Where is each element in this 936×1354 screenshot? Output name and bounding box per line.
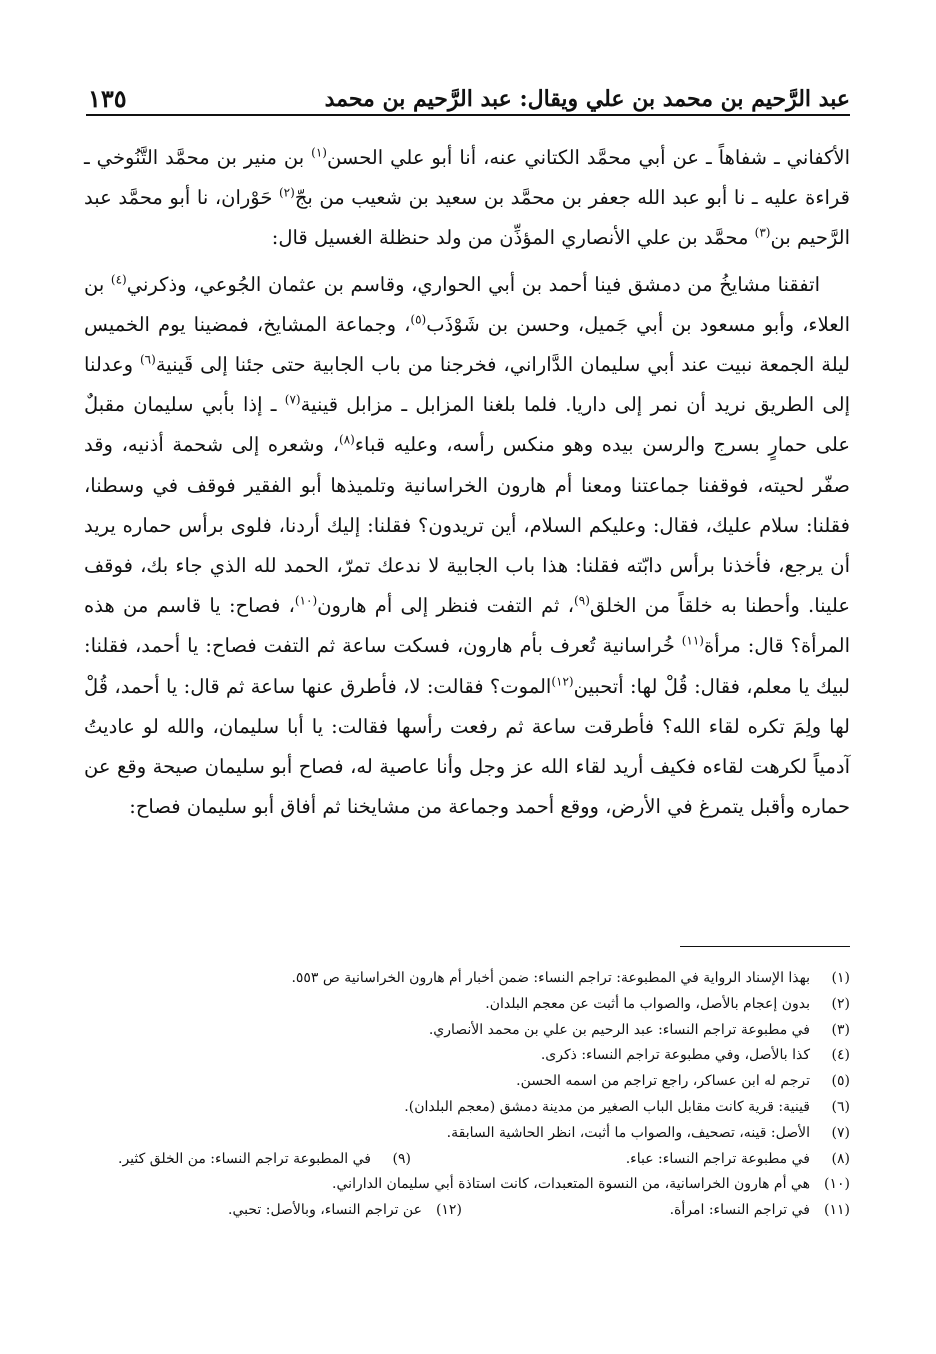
main-text — [84, 138, 850, 827]
footnote-2 — [118, 992, 850, 1018]
footnote-number: (٦) — [831, 1098, 850, 1115]
footnote-text: في مطبوعة تراجم النساء: عبد الرحيم بن علي بن محمد الأنصاري. — [428, 1021, 810, 1038]
footnote-6 — [118, 1095, 850, 1121]
footnote-number: (٣) — [831, 1021, 850, 1038]
footnote-5 — [118, 1069, 850, 1095]
footnote-12 — [228, 1198, 462, 1224]
footnote-text: في مطبوعة تراجم النساء: عباء. — [625, 1150, 810, 1167]
footnote-9 — [118, 1147, 411, 1173]
text-run: ، وشعره إلى شحمة أذنيه، وقد صفّر لحيته، فوقفنا جماعتنا ومعنا أم هارون الخراسانية وتلميذها أبو الفقير فوقف في وسطنا، فقلنا: سلام عليك، فقال: وعليكم السلام، أين تريدون؟ فقلنا: إليك أردنا، فلوى برأس حماره يريد أن يرجع، فأخذنا برأس دابّته فقلنا: هذا باب الجابية لا ندعك تمرّ، الحمد لله الذي جاء بك، فوقف علينا. وأحطنا به خلقاً من الخلق — [84, 433, 850, 618]
footnote-ref: (٤) — [110, 272, 127, 287]
footnote-ref: (٦) — [139, 352, 156, 367]
footnote-row-8-9 — [118, 1147, 850, 1173]
footnote-text: هي أم هارون الخراسانية، من النسوة المتعبدات، كانت استاذة أبي سليمان الداراني. — [332, 1176, 810, 1193]
text-run: ، وجماعة المشايخ، فمضينا يوم الخميس ليلة الجمعة نبيت عند أبي سليمان الدَّاراني، فخرجنا من باب الجابية حتى جئنا إلى قَينية — [84, 312, 850, 377]
paragraph-1 — [84, 138, 850, 259]
text-run: ـ إذا بأبي سليمان مقبلٌ على حمارٍ بسرج والرسن بيده وهو منكس رأسه، وعليه قباء — [84, 393, 850, 457]
footnote-ref: (١١) — [681, 633, 704, 648]
text-run: وعدلنا إلى الطريق نريد أن نمر إلى داريا. فلما بلغنا المزابل ـ مزابل قينية — [84, 353, 850, 417]
paragraph-2 — [84, 265, 850, 828]
footnote-number: (١٠) — [824, 1176, 850, 1193]
footnote-ref: (٣) — [754, 225, 771, 240]
text-run: بن منير بن محمَّد التَّنُوخي ـ قراءة عليه ـ نا أبو عبد الله جعفر بن محمَّد بن سعيد بن شعيب من بجّ — [84, 146, 850, 210]
footnote-number: (٩) — [392, 1150, 411, 1167]
text-run: محمَّد بن علي الأنصاري المؤذِّن من ولد حنظلة الغسيل قال: — [271, 226, 755, 250]
footnote-3 — [118, 1018, 850, 1044]
footnote-text: كذا بالأصل، وفي مطبوعة تراجم النساء: ذكرى. — [540, 1047, 810, 1064]
footnote-text: الأصل: قينه، تصحيف، والصواب ما أثبت، انظر الحاشية السابقة. — [446, 1124, 810, 1141]
footnote-1 — [118, 966, 850, 992]
text-run: حَوْران، نا أبو محمَّد عبد الرَّحيم بن — [84, 186, 850, 250]
text-run: ، ثم التفت فنظر إلى أم هارون — [317, 594, 575, 618]
footnote-number: (٥) — [831, 1073, 850, 1090]
footnote-ref: (١) — [311, 145, 327, 160]
footnote-7 — [118, 1121, 850, 1147]
footnote-number: (١١) — [824, 1202, 850, 1219]
footnote-number: (٤) — [831, 1047, 850, 1064]
footnote-text: بدون إعجام بالأصل، والصواب ما أثبت عن معجم البلدان. — [485, 995, 810, 1012]
footnote-text: قينية: قرية كانت مقابل الباب الصغير من مدينة دمشق (معجم البلدان). — [404, 1098, 810, 1115]
page-number: ١٣٥ — [88, 84, 127, 113]
footnote-text: ترجم له ابن عساكر، راجع تراجم من اسمه الحسن. — [516, 1073, 810, 1090]
footnote-number: (١) — [831, 970, 850, 986]
footnote-4 — [118, 1043, 850, 1069]
footnote-ref: (٩) — [574, 593, 590, 608]
footnotes — [118, 966, 850, 1224]
text-run: بن العلاء، وأبو مسعود بن أبي جَميل، وحسن بن شَوْذَب — [84, 272, 850, 336]
footnote-ref: (٧) — [284, 392, 301, 407]
footnote-number: (١٢) — [435, 1202, 462, 1219]
footnote-ref: (١٠) — [294, 593, 318, 608]
text-run: الأكفاني ـ شفاهاً ـ عن أبي محمَّد الكتاني عنه، أنا أبو علي الحسن — [326, 146, 850, 169]
footnote-text: عن تراجم النساء، وبالأصل: تحبي. — [228, 1202, 422, 1219]
footnote-ref: (٢) — [278, 185, 295, 200]
footnote-text: في المطبوعة تراجم النساء: من الخلق كثير. — [118, 1150, 371, 1167]
text-run: الموت؟ فقالت: لا، فأطرق عنها ساعة ثم قال: يا أحمد، قُلْ لها ولِمَ تكره لقاء الله؟ فأطرقت ساعة ثم رفعت رأسها فقالت: يا أبا سليمان، والله لو عاديتُ آدمياً لكرهت لقاءه فكيف أريد لقاء الله عز وجل وأنا عاصية له، فصاح أبو سليمان صيحة وقع عن حماره وأقبل يتمرغ في الأرض، ووقع أحمد وجماعة من مشايخنا ثم أفاق أبو سليمان فصاح: — [84, 674, 850, 819]
footnote-text: بهذا الإسناد الرواية في المطبوعة: تراجم النساء: ضمن أخبار أم هارون الخراسانية ص ٥٥٣. — [291, 970, 810, 986]
footnote-11 — [670, 1198, 850, 1224]
text-run: ، فصاح: يا قاسم من هذه المرأة؟ قال: مرأة — [84, 594, 850, 658]
text-run: اتفقنا مشايخُ من دمشق فينا أحمد بن أبي الحواري، وقاسم بن عثمان الجُوعي، وذكرني — [126, 272, 820, 296]
footnote-ref: (١٢) — [551, 674, 574, 689]
footnote-8 — [626, 1147, 850, 1173]
footnote-number: (٢) — [831, 995, 850, 1012]
footnote-10 — [118, 1172, 850, 1198]
header-rule — [86, 114, 850, 116]
text-run: خُراسانية تُعرف بأم هارون، فسكت ساعة ثم التفت فصاح: يا أحمد، فقلنا: لبيك يا معلم، فقال: قُلْ لها: أتحبين — [84, 634, 850, 698]
footnote-rule — [680, 946, 850, 947]
footnote-text: في تراجم النساء: امرأة. — [669, 1202, 810, 1219]
footnote-number: (٧) — [831, 1124, 850, 1141]
footnote-number: (٨) — [831, 1150, 850, 1167]
running-head: عبد الرَّحيم بن محمد بن علي ويقال: عبد الرَّحيم بن محمد — [324, 86, 850, 112]
footnote-row-11-12 — [118, 1198, 850, 1224]
footnote-ref: (٨) — [339, 432, 355, 447]
page-header — [88, 74, 850, 114]
footnote-ref: (٥) — [410, 312, 427, 327]
